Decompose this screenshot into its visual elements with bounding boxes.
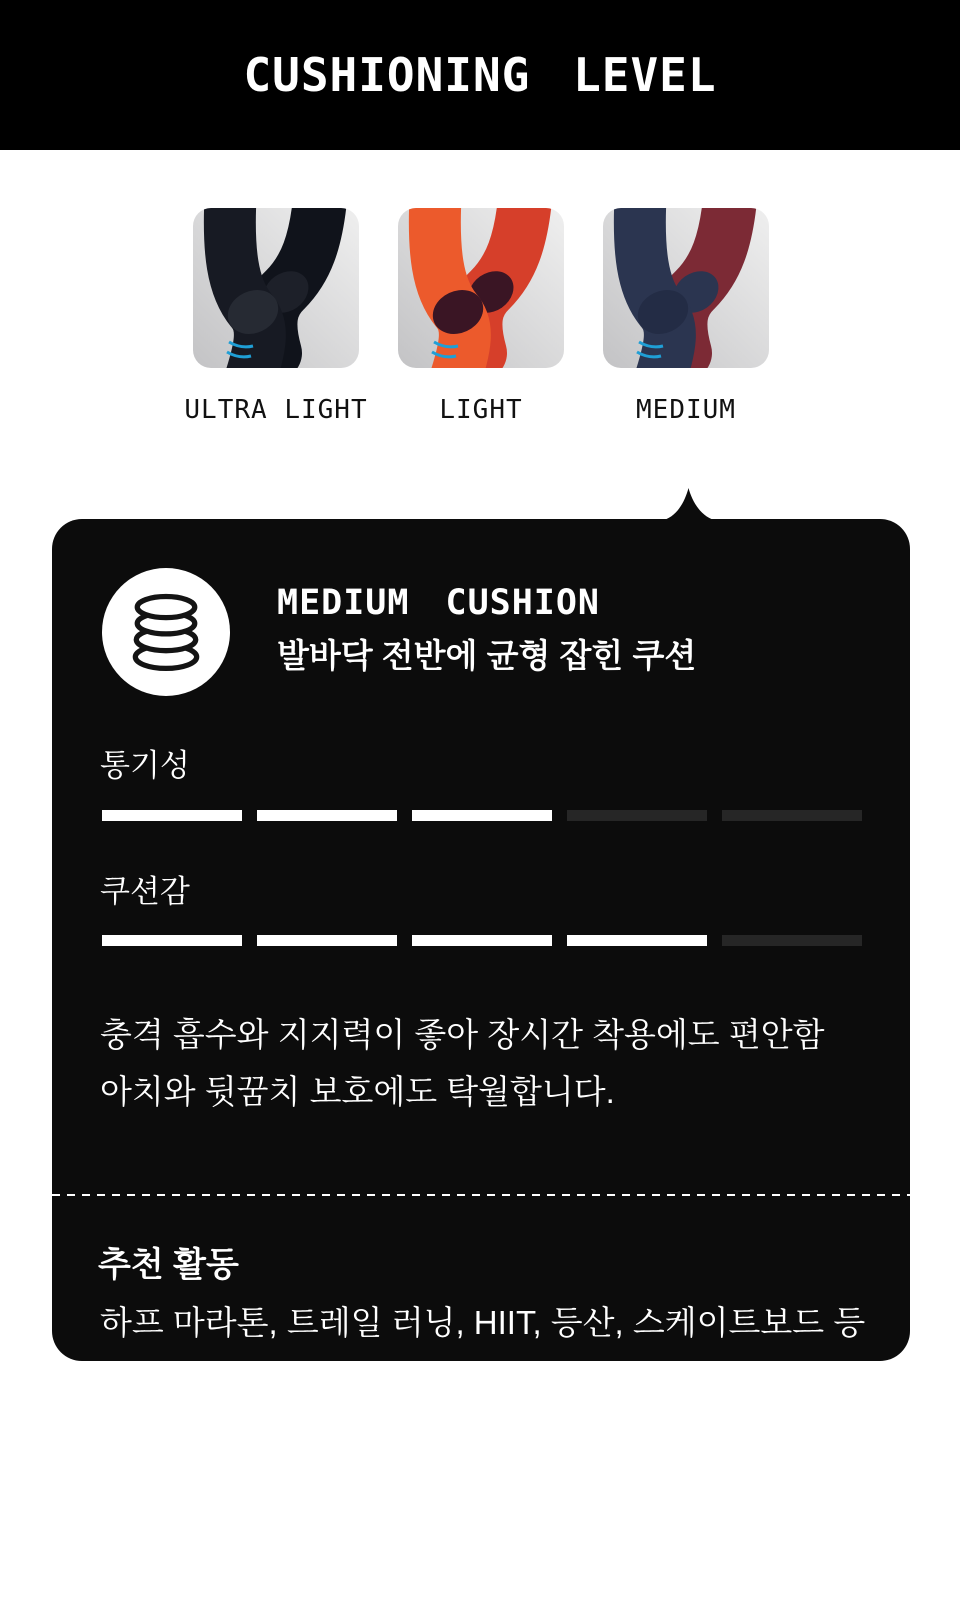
rating-segment [722, 935, 862, 946]
socks-photo-icon [603, 208, 769, 368]
socks-photo-icon [193, 208, 359, 368]
card-title: MEDIUM CUSHION [277, 583, 601, 623]
section-title: CUSHIONING LEVEL [243, 48, 717, 102]
level-photo-ultra-light [193, 208, 359, 368]
level-label-light: LIGHT [439, 395, 523, 425]
level-photo-medium [603, 208, 769, 368]
rating-bar-breathability [102, 810, 862, 821]
section-header [0, 0, 960, 150]
cushion-info-card [52, 519, 910, 1361]
description-line: 아치와 뒷꿈치 보호에도 탁월합니다. [100, 1073, 615, 1110]
rating-label-cushioning: 쿠션감 [100, 874, 190, 909]
level-label-ultra-light: ULTRA LIGHT [184, 395, 368, 425]
cushion-description [100, 1006, 870, 1120]
rating-bar-cushioning [102, 935, 862, 946]
cushion-coil-icon [102, 568, 230, 696]
recommend-activities: 하프 마라톤, 트레일 러닝, HIIT, 등산, 스케이트보드 등 [100, 1304, 866, 1341]
rating-segment [567, 810, 707, 821]
level-label-medium: MEDIUM [636, 395, 736, 425]
recommend-heading: 추천 활동 [98, 1246, 239, 1284]
description-line: 충격 흡수와 지지력이 좋아 장시간 착용에도 편안함 [100, 1016, 825, 1053]
selected-level-pointer-icon [660, 488, 718, 521]
socks-photo-icon [398, 208, 564, 368]
rating-segment [257, 935, 397, 946]
rating-segment [412, 935, 552, 946]
dashed-divider [52, 1194, 910, 1196]
rating-segment [722, 810, 862, 821]
level-photo-light [398, 208, 564, 368]
rating-segment [102, 935, 242, 946]
card-subtitle: 발바닥 전반에 균형 잡힌 쿠션 [277, 637, 697, 674]
rating-segment [567, 935, 707, 946]
rating-segment [412, 810, 552, 821]
rating-segment [257, 810, 397, 821]
rating-segment [102, 810, 242, 821]
rating-label-breathability: 통기성 [100, 748, 190, 783]
